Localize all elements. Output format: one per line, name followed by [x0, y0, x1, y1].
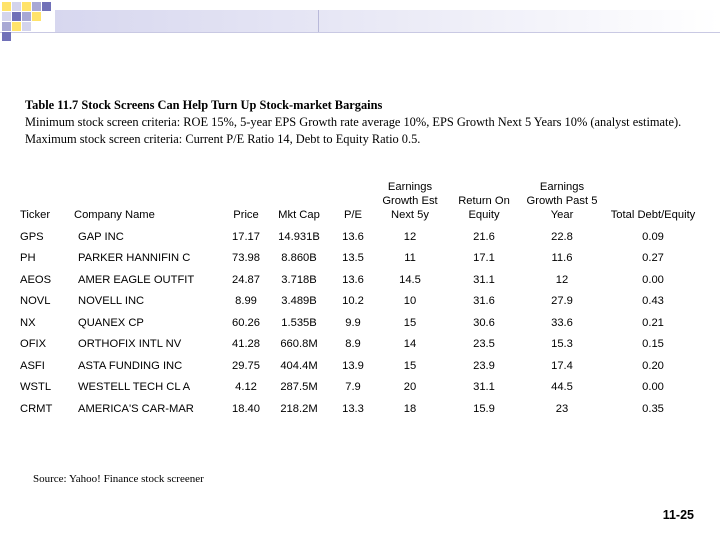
growth-next-cell: 12: [403, 230, 417, 243]
ticker-cell: NOVL: [20, 295, 51, 308]
company-cell: NOVELL INC: [78, 295, 145, 308]
roe-cell: 15.9: [473, 402, 495, 415]
roe-cell: 23.5: [473, 338, 495, 351]
mktcap-cell: 1.535B: [281, 316, 317, 329]
table-row: [16, 226, 708, 248]
col-header-price: Price: [233, 209, 259, 221]
ticker-cell: NX: [20, 316, 36, 329]
mktcap-cell: 14.931B: [278, 230, 320, 243]
company-cell: ORTHOFIX INTL NV: [78, 338, 182, 351]
col-header-growth-next: Earnings Growth Est Next 5y: [382, 181, 438, 221]
mktcap-cell: 218.2M: [280, 402, 318, 415]
table-row: [16, 334, 708, 356]
deco-square: [12, 22, 21, 31]
ticker-cell: OFIX: [20, 338, 47, 351]
debt-equity-cell: 0.20: [642, 359, 664, 372]
col-header-roe: Return On Equity: [458, 195, 510, 221]
table-row: [16, 269, 708, 291]
growth-past-cell: 27.9: [551, 295, 573, 308]
deco-square: [12, 2, 21, 11]
growth-past-cell: 12: [555, 273, 569, 286]
company-cell: WESTELL TECH CL A: [78, 381, 191, 394]
header-rule: [0, 32, 720, 33]
debt-equity-cell: 0.00: [642, 381, 664, 394]
col-header-mktcap: Mkt Cap: [278, 209, 320, 221]
deco-square: [22, 2, 31, 11]
table-row: [16, 248, 708, 270]
pe-cell: 13.5: [342, 252, 364, 265]
pe-cell: 13.6: [342, 273, 364, 286]
header-decoration: [0, 0, 720, 40]
growth-past-cell: 23: [555, 402, 569, 415]
source-note: Source: Yahoo! Finance stock screener: [33, 473, 204, 485]
ticker-cell: WSTL: [20, 381, 52, 394]
price-cell: 41.28: [232, 338, 260, 351]
growth-next-cell: 15: [403, 359, 417, 372]
growth-next-cell: 15: [403, 316, 417, 329]
growth-past-cell: 33.6: [551, 316, 573, 329]
col-header-ticker: Ticker: [20, 209, 51, 221]
mktcap-cell: 3.489B: [281, 295, 317, 308]
company-cell: GAP INC: [78, 230, 124, 243]
growth-next-cell: 11: [404, 252, 416, 265]
ticker-cell: CRMT: [20, 402, 53, 415]
col-header-growth-past: Earnings Growth Past 5 Year: [526, 181, 598, 221]
debt-equity-cell: 0.35: [642, 402, 664, 415]
table-row: [16, 398, 708, 420]
pe-cell: 10.2: [342, 295, 364, 308]
price-cell: 17.17: [232, 230, 260, 243]
company-cell: AMERICA'S CAR-MAR: [78, 402, 194, 415]
col-header-company: Company Name: [74, 209, 155, 221]
roe-cell: 17.1: [473, 252, 495, 265]
price-cell: 24.87: [232, 273, 260, 286]
company-cell: PARKER HANNIFIN C: [78, 252, 191, 265]
roe-cell: 31.6: [473, 295, 495, 308]
deco-square: [22, 12, 31, 21]
debt-equity-cell: 0.27: [642, 252, 664, 265]
price-cell: 4.12: [235, 381, 257, 394]
ticker-cell: AEOS: [20, 273, 52, 286]
price-cell: 29.75: [232, 359, 260, 372]
growth-past-cell: 44.5: [551, 381, 573, 394]
deco-square: [2, 22, 11, 31]
roe-cell: 21.6: [473, 230, 495, 243]
growth-next-cell: 18: [403, 402, 417, 415]
table-title: Table 11.7 Stock Screens Can Help Turn Up Stock-market Bargains: [25, 98, 383, 112]
roe-cell: 31.1: [473, 273, 495, 286]
ticker-cell: GPS: [20, 230, 44, 243]
deco-square: [22, 22, 31, 31]
debt-equity-cell: 0.21: [642, 316, 664, 329]
roe-cell: 23.9: [473, 359, 495, 372]
growth-next-cell: 14.5: [399, 273, 421, 286]
mktcap-cell: 8.860B: [281, 252, 317, 265]
deco-square: [2, 12, 11, 21]
company-cell: AMER EAGLE OUTFIT: [78, 273, 195, 286]
deco-square: [2, 32, 11, 41]
deco-square: [32, 12, 41, 21]
debt-equity-cell: 0.15: [642, 338, 664, 351]
growth-past-cell: 11.6: [551, 252, 573, 265]
growth-past-cell: 17.4: [551, 359, 573, 372]
table-row: [16, 291, 708, 313]
table-header-row: [16, 180, 708, 226]
pe-cell: 9.9: [345, 316, 361, 329]
table-subtitle: Minimum stock screen criteria: ROE 15%, 5-year EPS Growth rate average 10%, EPS Growth Next 5 Years 10% (analyst estimate). Maximum stock screen criteria: Current P/E Ratio 14, Debt to Equity Ratio 0.5.: [25, 115, 682, 146]
roe-cell: 31.1: [473, 381, 495, 394]
header-divider: [318, 10, 319, 32]
deco-square: [12, 12, 21, 21]
ticker-cell: ASFI: [20, 359, 45, 372]
pe-cell: 13.3: [342, 402, 364, 415]
growth-next-cell: 14: [403, 338, 417, 351]
company-cell: QUANEX CP: [78, 316, 144, 329]
col-header-debt-equity: Total Debt/Equity: [610, 209, 696, 221]
price-cell: 73.98: [232, 252, 260, 265]
growth-next-cell: 20: [403, 381, 417, 394]
price-cell: 8.99: [235, 295, 257, 308]
mktcap-cell: 3.718B: [281, 273, 317, 286]
mktcap-cell: 287.5M: [280, 381, 318, 394]
ticker-cell: PH: [20, 252, 36, 265]
deco-square: [42, 2, 51, 11]
growth-past-cell: 15.3: [551, 338, 573, 351]
debt-equity-cell: 0.43: [642, 295, 664, 308]
growth-past-cell: 22.8: [551, 230, 573, 243]
col-header-pe: P/E: [343, 209, 363, 221]
table-row: [16, 377, 708, 399]
stock-screen-table: [16, 180, 708, 420]
page-number: 11-25: [662, 508, 694, 522]
deco-square: [2, 2, 11, 11]
header-band: [55, 10, 720, 32]
debt-equity-cell: 0.00: [642, 273, 664, 286]
table-row: [16, 312, 708, 334]
title-block: [25, 97, 695, 148]
price-cell: 60.26: [232, 316, 260, 329]
company-cell: ASTA FUNDING INC: [78, 359, 183, 372]
pe-cell: 8.9: [345, 338, 361, 351]
mktcap-cell: 660.8M: [280, 338, 318, 351]
deco-square: [32, 2, 41, 11]
pe-cell: 13.9: [342, 359, 364, 372]
debt-equity-cell: 0.09: [642, 230, 664, 243]
mktcap-cell: 404.4M: [280, 359, 318, 372]
table-row: [16, 355, 708, 377]
pe-cell: 13.6: [342, 230, 364, 243]
pe-cell: 7.9: [345, 381, 361, 394]
roe-cell: 30.6: [473, 316, 495, 329]
price-cell: 18.40: [232, 402, 260, 415]
growth-next-cell: 10: [403, 295, 417, 308]
